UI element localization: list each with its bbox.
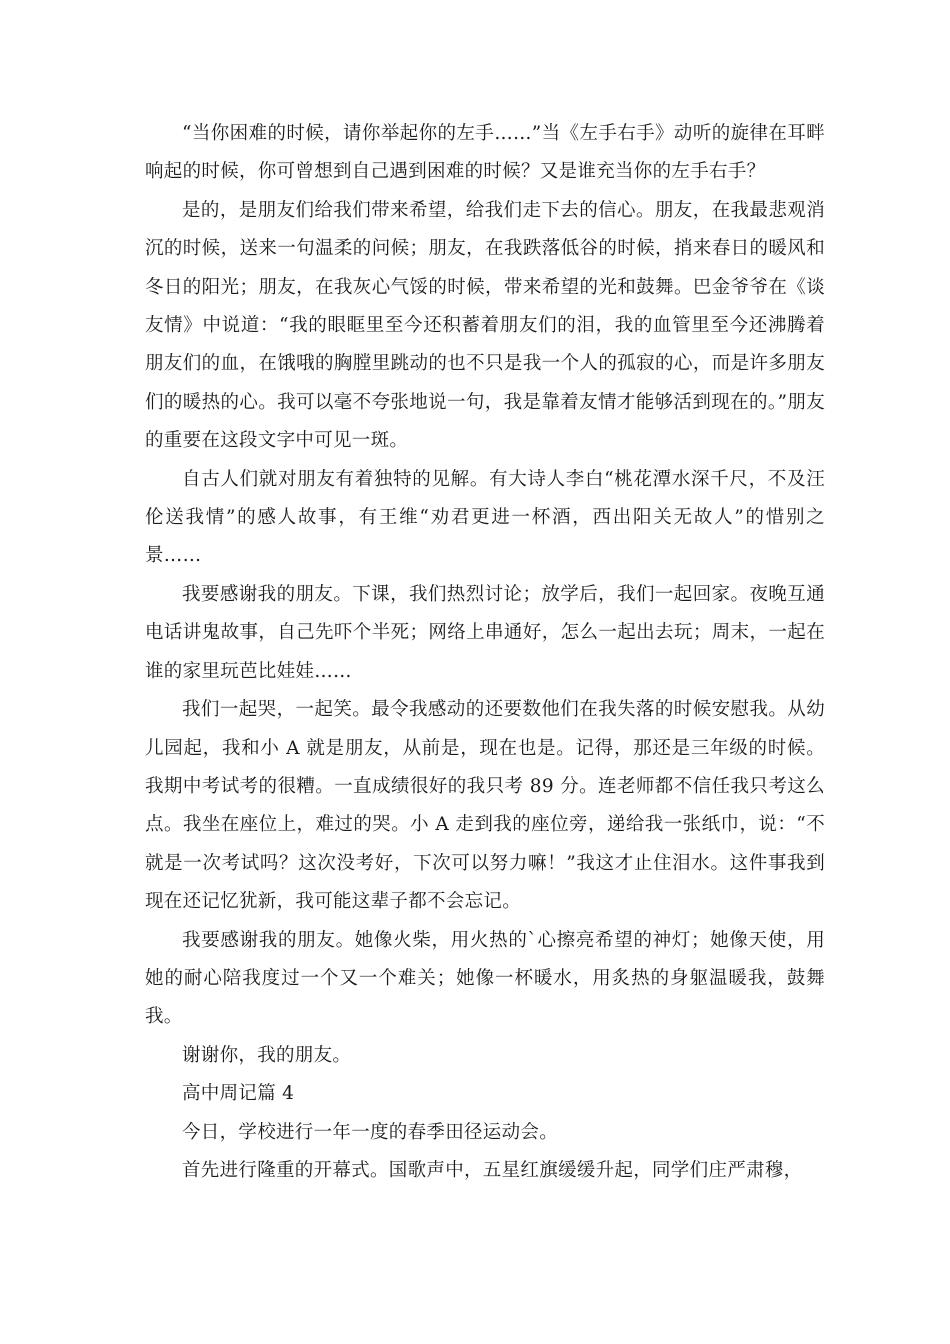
document-body	[145, 115, 825, 1190]
paragraph-thank-friends-metaphor: 我要感谢我的朋友。她像火柴，用火热的`心擦亮希望的神灯；她像天使，用她的耐心陪我度过一个又一个难关；她像一杯暖水，用炙热的身躯温暖我，鼓舞我。	[145, 929, 825, 1028]
paragraph-ancient-views: 自古人们就对朋友有着独特的见解。有大诗人李白“桃花潭水深千尺，不及汪伦送我情”的感人故事，有王维“劝君更进一杯酒，西出阳关无故人”的惜别之景……	[145, 468, 825, 567]
paragraph-thank-you: 谢谢你，我的朋友。	[182, 1044, 352, 1066]
paragraph-cry-laugh-together: 我们一起哭，一起笑。最令我感动的还要数他们在我失落的时候安慰我。从幼儿园起，我和小 A 就是朋友，从前是，现在也是。记得，那还是三年级的时候。我期中考试考的很糟。一直成绩很好的我只考 89 分。连老师都不信任我只考这么点。我坐在座位上，难过的哭。小 A 走到我的座位旁，递给我一张纸巾，说：“不就是一次考试吗？这次没考好，下次可以努力嘛！”我这才止住泪水。这件事我到现在还记忆犹新，我可能这辈子都不会忘记。	[145, 699, 825, 913]
paragraph-friends-hope: 是的，是朋友们给我们带来希望，给我们走下去的信心。朋友，在我最悲观消沉的时候，送来一句温柔的问候；朋友，在我跌落低谷的时候，捎来春日的暖风和冬日的阳光；朋友，在我灰心气馁的时候，带来希望的光和鼓舞。巴金爷爷在《谈友情》中说道：“我的眼眶里至今还积蓄着朋友们的泪，我的血管里至今还沸腾着朋友们的血，在饿哦的胸膛里跳动的也不只是我一个人的孤寂的心，而是许多朋友们的暖热的心。我可以毫不夸张地说一句，我是靠着友情才能够活到现在的。”朋友的重要在这段文字中可见一斑。	[145, 199, 825, 452]
paragraph-opening-ceremony: 首先进行隆重的开幕式。国歌声中，五星红旗缓缓升起，同学们庄严肃穆，	[182, 1159, 803, 1181]
paragraph-left-hand-song: “当你困难的时候，请你举起你的左手……”当《左手右手》动听的旋律在耳畔响起的时候，你可曾想到自己遇到困难的时候？又是谁充当你的左手右手？	[145, 123, 825, 183]
paragraph-sports-meet: 今日，学校进行一年一度的春季田径运动会。	[182, 1121, 559, 1143]
section-heading: 高中周记篇 4	[182, 1083, 295, 1105]
paragraph-thank-friends-daily: 我要感谢我的朋友。下课，我们热烈讨论；放学后，我们一起回家。夜晚互通电话讲鬼故事，自己先吓个半死；网络上串通好，怎么一起出去玩；周末，一起在谁的家里玩芭比娃娃……	[145, 583, 825, 682]
